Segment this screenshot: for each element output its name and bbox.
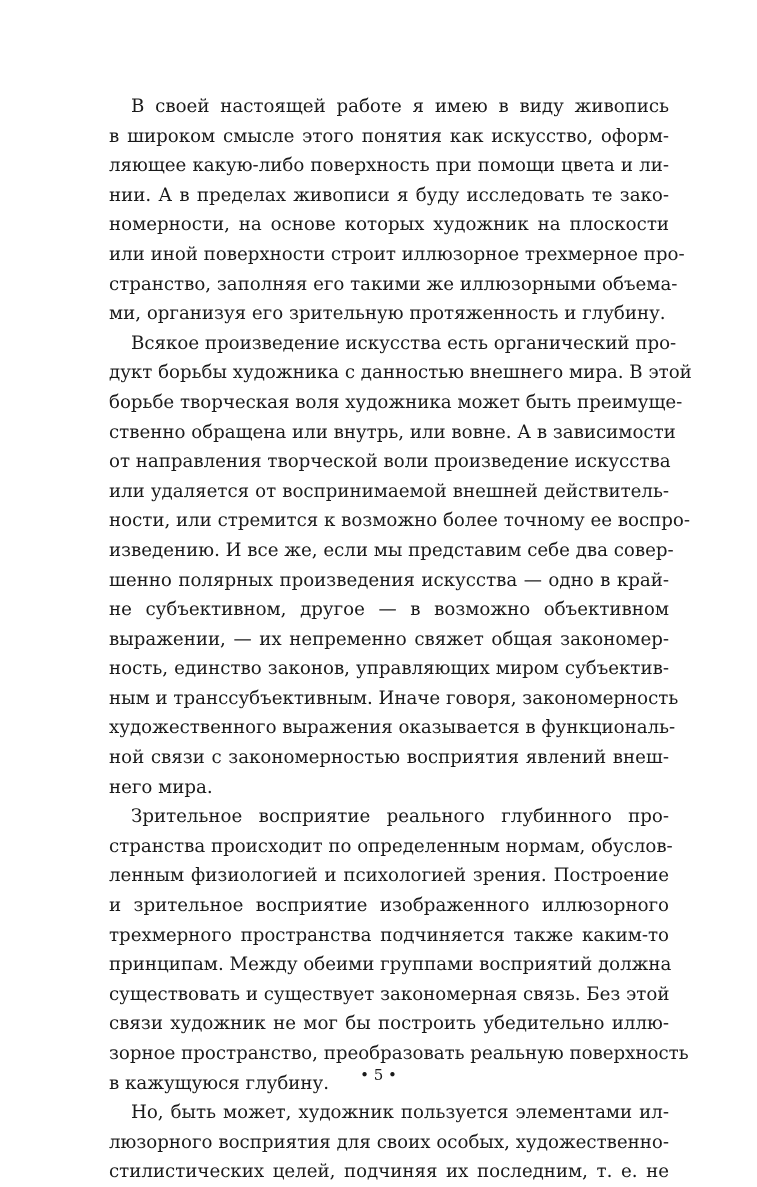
text-line: не субъективном, другое — в возможно объективном: [109, 599, 669, 621]
text-line: в кажущуюся глубину.: [109, 1072, 330, 1094]
text-line: странства происходит по определенным нормам, обуслов-: [109, 835, 673, 857]
text-line: Зрительное восприятие реального глубинного про-: [131, 806, 669, 828]
text-line: зорное пространство, преобразовать реальную поверхность: [109, 1043, 689, 1064]
text-line: Всякое произведение искусства есть органический про-: [131, 332, 677, 354]
text-line: ной связи с закономерностью восприятия явлений внеш-: [109, 747, 669, 769]
text-line: изведению. И все же, если мы представим себе два совер-: [109, 539, 674, 561]
text-line: шенно полярных произведения искусства — одно в край-: [109, 569, 669, 591]
text-line: него мира.: [109, 776, 213, 798]
text-line: ным и транссубъективным. Иначе говоря, закономерность: [109, 687, 679, 709]
text-line: принципам. Между обеими группами восприятий должна: [109, 954, 672, 976]
text-line: трехмерного пространства подчиняется также каким-то: [109, 924, 669, 946]
body-text: [109, 92, 692, 1187]
text-line: В своей настоящей работе я имею в виду живопись: [131, 96, 669, 117]
text-line: или иной поверхности строит иллюзорное трехмерное про-: [109, 243, 685, 265]
text-line: или удаляется от воспринимаемой внешней действитель-: [109, 480, 669, 502]
text-line: борьбе творческая воля художника может быть преимуще-: [109, 391, 683, 413]
text-line: от направления творческой воли произведение искусства: [109, 451, 671, 473]
text-line: в широком смысле этого понятия как искусство, оформ-: [109, 125, 669, 147]
text-line: выражении, — их непременно свяжет общая закономер-: [109, 628, 669, 650]
text-line: номерности, на основе которых художник на плоскости: [109, 214, 669, 236]
page-number: • 5 •: [360, 1066, 397, 1084]
text-line: и зрительное восприятие изображенного иллюзорного: [109, 895, 669, 917]
text-line: нии. А в пределах живописи я буду исследовать те зако-: [109, 184, 669, 206]
text-line: дукт борьбы художника с данностью внешнего мира. В этой: [109, 362, 692, 384]
text-line: ленным физиологией и психологией зрения. Построение: [109, 865, 669, 887]
text-line: стилистических целей, подчиняя их последним, т. е. не: [109, 1161, 669, 1183]
text-line: художественного выражения оказывается в функциональ-: [109, 717, 676, 739]
text-line: Но, быть может, художник пользуется элементами ил-: [131, 1102, 669, 1124]
text-line: ми, организуя его зрительную протяженность и глубину.: [109, 303, 666, 325]
text-line: существовать и существует закономерная связь. Без этой: [109, 983, 670, 1005]
text-line: ности, или стремится к возможно более точному ее воспро-: [109, 510, 690, 532]
text-line: ность, единство законов, управляющих миром субъектив-: [109, 658, 669, 680]
text-line: ственно обращена или внутрь, или вовне. А в зависимости: [109, 421, 676, 443]
text-line: странство, заполняя его такими же иллюзорными объема-: [109, 273, 678, 295]
text-line: люзорного восприятия для своих особых, художественно-: [109, 1131, 669, 1153]
text-line: связи художник не мог бы построить убедительно иллю-: [109, 1013, 669, 1035]
text-line: ляющее какую-либо поверхность при помощи цвета и ли-: [109, 155, 669, 177]
